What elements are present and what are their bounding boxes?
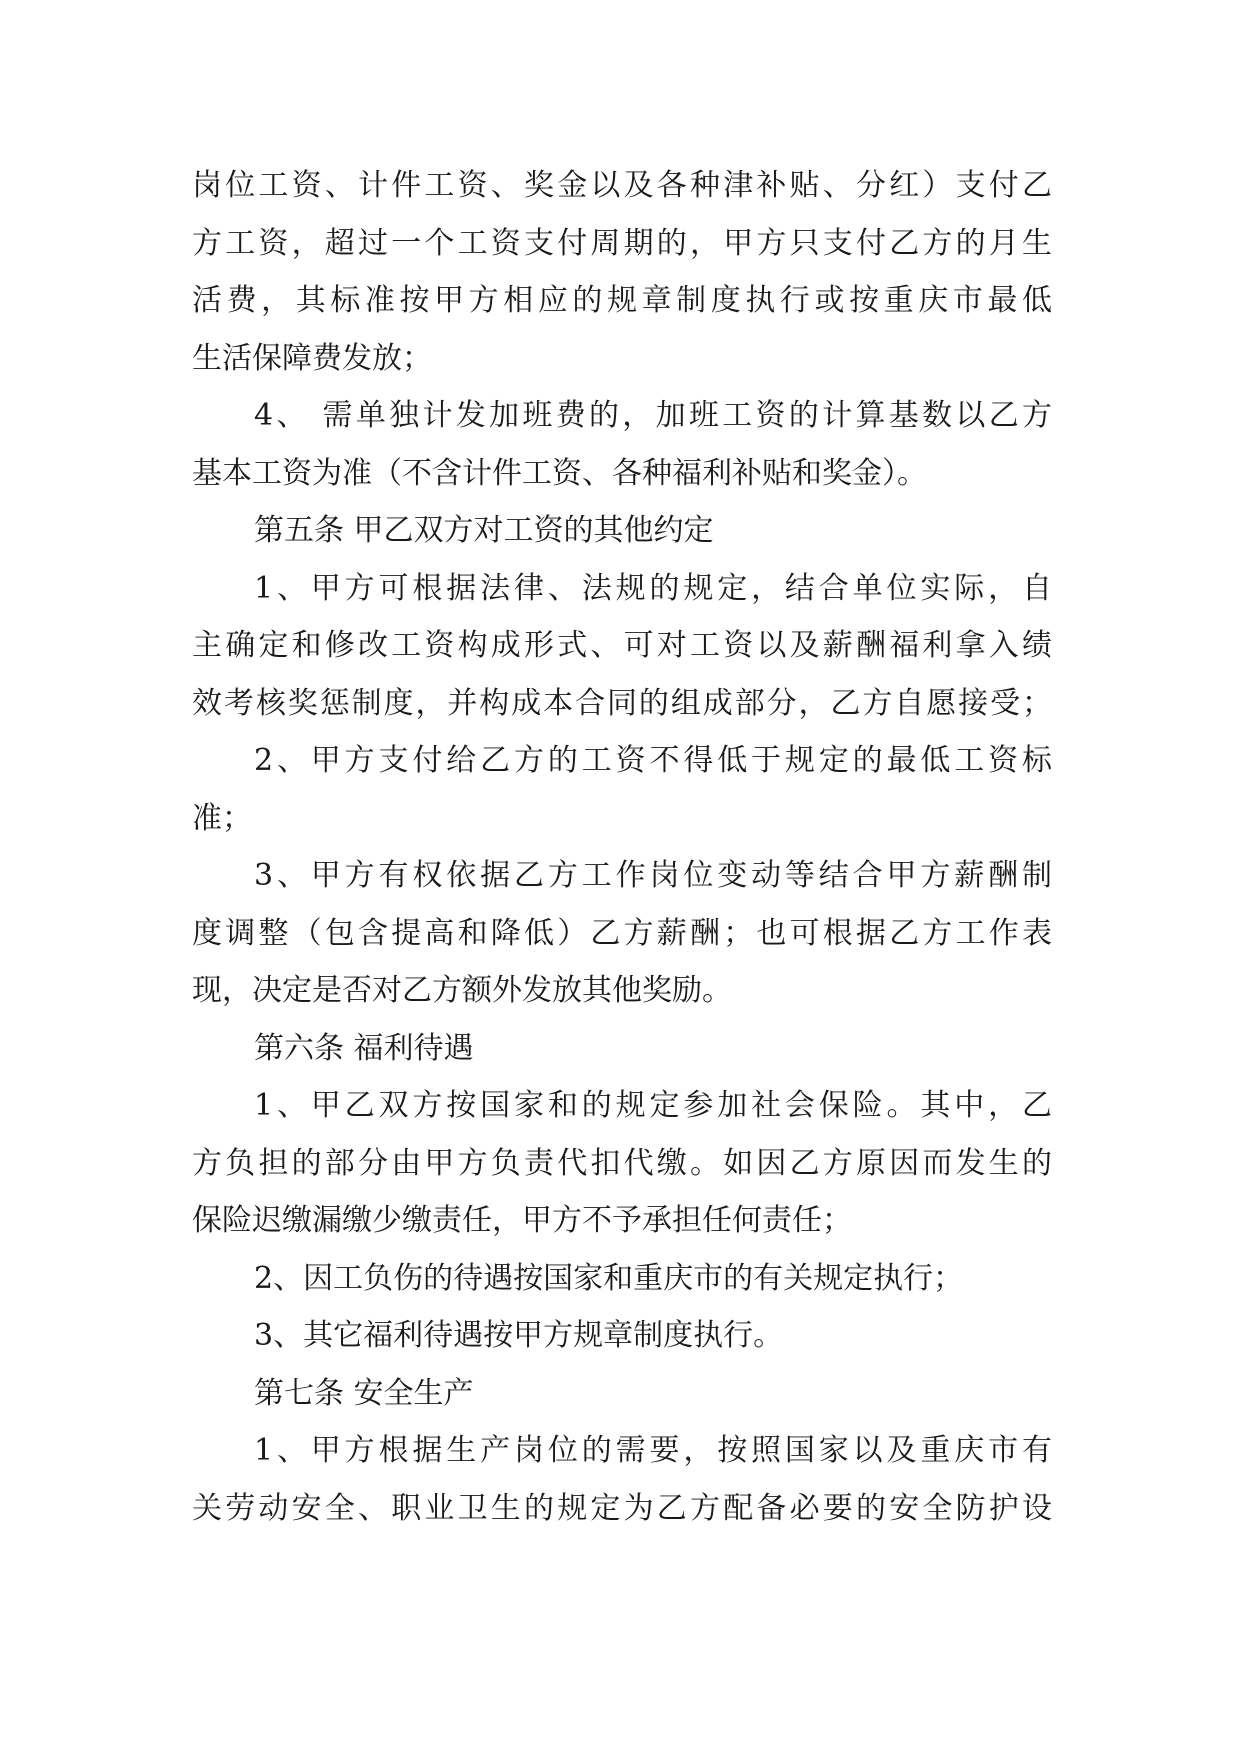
text-line: 1、甲方根据生产岗位的需要，按照国家以及重庆市有 xyxy=(254,1433,1052,1468)
text-line: 第五条 甲乙双方对工资的其他约定 xyxy=(254,513,714,548)
text-line: 3、甲方有权依据乙方工作岗位变动等结合甲方薪酬制 xyxy=(254,858,1052,893)
text-line: 1、甲乙双方按国家和的规定参加社会保险。其中，乙 xyxy=(254,1088,1052,1123)
text-line: 方负担的部分由甲方负责代扣代缴。如因乙方原因而发生的 xyxy=(192,1145,1052,1181)
text-line: 1、甲方可根据法律、法规的规定，结合单位实际，自 xyxy=(254,570,1052,606)
document-page xyxy=(192,157,1052,1537)
text-line: 方工资，超过一个工资支付周期的，甲方只支付乙方的月生 xyxy=(192,225,1052,261)
text-line: 准； xyxy=(192,800,252,836)
text-line: 生活保障费发放； xyxy=(192,340,432,376)
text-line: 效考核奖惩制度，并构成本合同的组成部分，乙方自愿接受； xyxy=(192,685,1052,721)
text-line: 第七条 安全生产 xyxy=(254,1375,474,1411)
text-line: 基本工资为准（不含计件工资、各种福利补贴和奖金）。 xyxy=(192,455,927,491)
text-line: 2、甲方支付给乙方的工资不得低于规定的最低工资标 xyxy=(254,743,1052,778)
text-line: 度调整（包含提高和降低）乙方薪酬；也可根据乙方工作表 xyxy=(192,915,1052,951)
text-line: 现，决定是否对乙方额外发放其他奖励。 xyxy=(192,973,732,1008)
text-line: 关劳动安全、职业卫生的规定为乙方配备必要的安全防护设 xyxy=(192,1490,1052,1526)
text-line: 第六条 福利待遇 xyxy=(254,1030,474,1066)
text-line: 岗位工资、计件工资、奖金以及各种津补贴、分红）支付乙 xyxy=(192,168,1052,203)
text-line: 活费，其标准按甲方相应的规章制度执行或按重庆市最低 xyxy=(192,283,1052,318)
text-line: 2、因工负伤的待遇按国家和重庆市的有关规定执行； xyxy=(254,1260,964,1296)
text-line: 主确定和修改工资构成形式、可对工资以及薪酬福利拿入绩 xyxy=(192,628,1052,663)
text-line: 4、 需单独计发加班费的，加班工资的计算基数以乙方 xyxy=(254,398,1052,433)
text-line: 保险迟缴漏缴少缴责任，甲方不予承担任何责任； xyxy=(192,1203,852,1238)
text-line: 3、其它福利待遇按甲方规章制度执行。 xyxy=(254,1318,784,1353)
